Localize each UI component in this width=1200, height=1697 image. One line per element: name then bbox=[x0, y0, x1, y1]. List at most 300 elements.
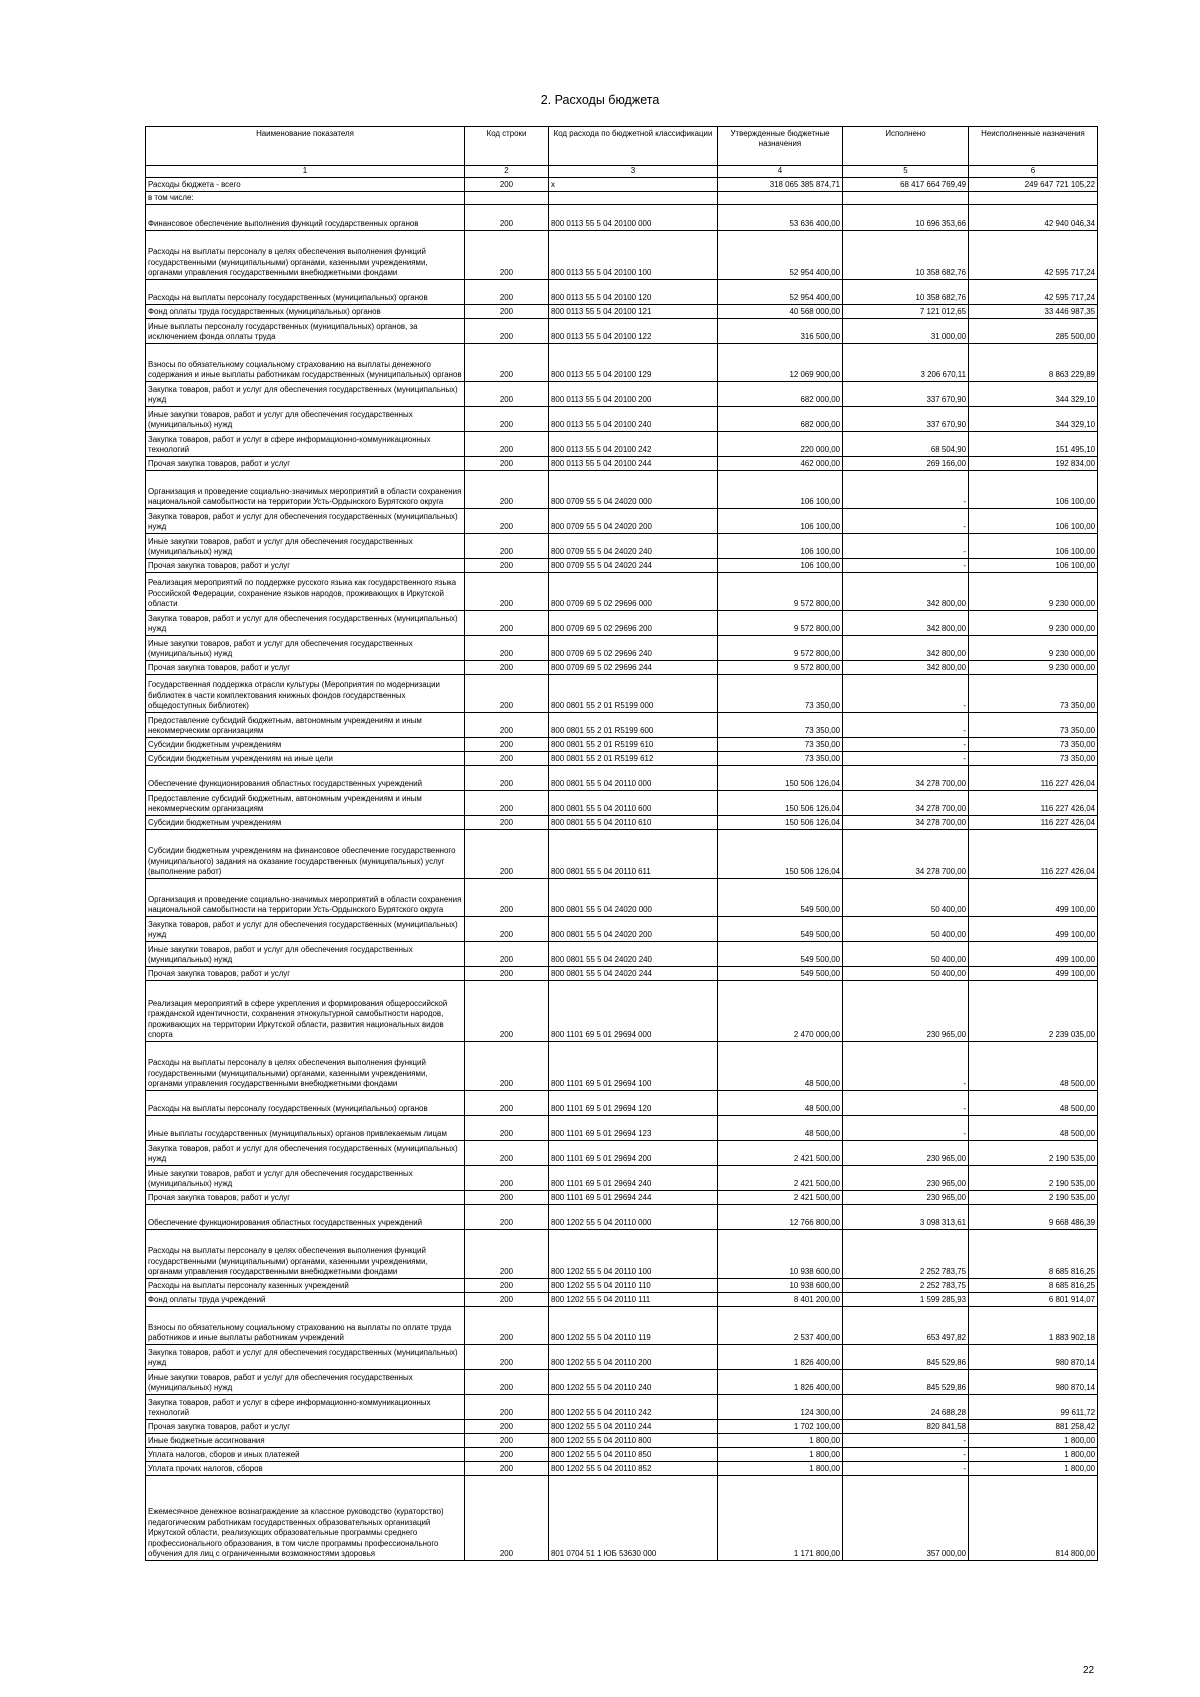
cell-budget-code: 800 1202 55 5 04 20110 119 bbox=[549, 1307, 718, 1345]
cell-indicator-name: Закупка товаров, работ и услуг в сфере информационно-коммуникационных технологий bbox=[146, 432, 465, 457]
cell-indicator-name: Прочая закупка товаров, работ и услуг bbox=[146, 661, 465, 675]
cell-executed: 337 670,90 bbox=[843, 407, 969, 432]
cell-indicator-name: Реализация мероприятий по поддержке русского языка как государственного языка Российской Федерации, сохранение языков народов, проживающих в Иркутской области bbox=[146, 573, 465, 611]
cell-row-code: 200 bbox=[465, 559, 549, 573]
cell-budget-code: 800 1202 55 5 04 20110 110 bbox=[549, 1279, 718, 1293]
cell-indicator-name: в том числе: bbox=[146, 192, 465, 205]
cell-executed: 10 358 682,76 bbox=[843, 280, 969, 305]
cell-row-code: 200 bbox=[465, 611, 549, 636]
table-header-row bbox=[146, 127, 1098, 166]
cell-row-code: 200 bbox=[465, 1476, 549, 1561]
table-row bbox=[146, 432, 1098, 457]
table-row bbox=[146, 917, 1098, 942]
cell-indicator-name: Закупка товаров, работ и услуг для обеспечения государственных (муниципальных) нужд bbox=[146, 382, 465, 407]
cell-budget-code: 800 0801 55 5 04 20110 611 bbox=[549, 830, 718, 879]
cell-row-code: 200 bbox=[465, 457, 549, 471]
cell-row-code: 200 bbox=[465, 432, 549, 457]
cell-approved: 106 100,00 bbox=[718, 509, 843, 534]
cell-budget-code bbox=[549, 192, 718, 205]
cell-indicator-name: Иные закупки товаров, работ и услуг для обеспечения государственных (муниципальных) нужд bbox=[146, 1370, 465, 1395]
cell-row-code: 200 bbox=[465, 752, 549, 766]
cell-budget-code: 800 0113 55 5 04 20100 120 bbox=[549, 280, 718, 305]
cell-approved: 2 470 000,00 bbox=[718, 981, 843, 1042]
header-unexecuted: Неисполненные назначения bbox=[969, 127, 1098, 166]
table-row bbox=[146, 1230, 1098, 1279]
cell-executed: 3 098 313,61 bbox=[843, 1205, 969, 1230]
table-row bbox=[146, 1462, 1098, 1476]
cell-indicator-name: Взносы по обязательному социальному страхованию на выплаты денежного содержания и иные выплаты работникам государственных (муниципальных) органов bbox=[146, 344, 465, 382]
cell-approved: 10 938 600,00 bbox=[718, 1279, 843, 1293]
cell-approved: 106 100,00 bbox=[718, 534, 843, 559]
cell-approved: 220 000,00 bbox=[718, 432, 843, 457]
cell-indicator-name: Закупка товаров, работ и услуг для обеспечения государственных (муниципальных) нужд bbox=[146, 509, 465, 534]
cell-approved: 73 350,00 bbox=[718, 752, 843, 766]
cell-approved: 1 800,00 bbox=[718, 1462, 843, 1476]
cell-unexecuted: 2 190 535,00 bbox=[969, 1166, 1098, 1191]
budget-expenses-table bbox=[145, 126, 1098, 1561]
cell-row-code: 200 bbox=[465, 280, 549, 305]
cell-unexecuted: 106 100,00 bbox=[969, 471, 1098, 509]
cell-budget-code: 800 0801 55 2 01 R5199 600 bbox=[549, 713, 718, 738]
table-row bbox=[146, 192, 1098, 205]
cell-approved: 1 800,00 bbox=[718, 1448, 843, 1462]
table-row bbox=[146, 791, 1098, 816]
cell-budget-code: 800 0113 55 5 04 20100 200 bbox=[549, 382, 718, 407]
cell-executed: - bbox=[843, 675, 969, 713]
cell-approved: 73 350,00 bbox=[718, 675, 843, 713]
cell-executed: 2 252 783,75 bbox=[843, 1279, 969, 1293]
cell-executed: - bbox=[843, 559, 969, 573]
cell-budget-code: 800 1202 55 5 04 20110 111 bbox=[549, 1293, 718, 1307]
cell-unexecuted: 6 801 914,07 bbox=[969, 1293, 1098, 1307]
cell-approved: 1 826 400,00 bbox=[718, 1370, 843, 1395]
cell-budget-code: 800 1101 69 5 01 29694 120 bbox=[549, 1091, 718, 1116]
cell-budget-code: 800 1202 55 5 04 20110 244 bbox=[549, 1420, 718, 1434]
cell-row-code: 200 bbox=[465, 766, 549, 791]
cell-approved: 150 506 126,04 bbox=[718, 791, 843, 816]
cell-approved: 150 506 126,04 bbox=[718, 816, 843, 830]
cell-unexecuted: 42 595 717,24 bbox=[969, 231, 1098, 280]
cell-executed: 24 688,28 bbox=[843, 1395, 969, 1420]
cell-executed: - bbox=[843, 1116, 969, 1141]
cell-unexecuted: 1 800,00 bbox=[969, 1448, 1098, 1462]
cell-executed: 357 000,00 bbox=[843, 1476, 969, 1561]
cell-unexecuted: 106 100,00 bbox=[969, 559, 1098, 573]
cell-indicator-name: Фонд оплаты труда государственных (муниципальных) органов bbox=[146, 305, 465, 319]
cell-approved: 316 500,00 bbox=[718, 319, 843, 344]
cell-indicator-name: Прочая закупка товаров, работ и услуг bbox=[146, 1191, 465, 1205]
cell-approved: 73 350,00 bbox=[718, 713, 843, 738]
cell-budget-code: 800 1202 55 5 04 20110 240 bbox=[549, 1370, 718, 1395]
cell-indicator-name: Обеспечение функционирования областных государственных учреждений bbox=[146, 1205, 465, 1230]
cell-executed: 34 278 700,00 bbox=[843, 816, 969, 830]
cell-unexecuted: 980 870,14 bbox=[969, 1370, 1098, 1395]
table-row bbox=[146, 573, 1098, 611]
cell-executed: 845 529,86 bbox=[843, 1345, 969, 1370]
cell-budget-code: 800 0113 55 5 04 20100 240 bbox=[549, 407, 718, 432]
cell-budget-code: 800 0113 55 5 04 20100 129 bbox=[549, 344, 718, 382]
cell-unexecuted: 499 100,00 bbox=[969, 879, 1098, 917]
cell-approved: 1 826 400,00 bbox=[718, 1345, 843, 1370]
cell-unexecuted: 1 800,00 bbox=[969, 1434, 1098, 1448]
table-row bbox=[146, 1370, 1098, 1395]
table-row bbox=[146, 1395, 1098, 1420]
table-row bbox=[146, 816, 1098, 830]
table-row bbox=[146, 1042, 1098, 1091]
cell-unexecuted: 116 227 426,04 bbox=[969, 791, 1098, 816]
cell-indicator-name: Иные закупки товаров, работ и услуг для обеспечения государственных (муниципальных) нужд bbox=[146, 534, 465, 559]
column-number-row bbox=[146, 166, 1098, 178]
cell-row-code: 200 bbox=[465, 319, 549, 344]
cell-budget-code: 800 0113 55 5 04 20100 000 bbox=[549, 205, 718, 231]
cell-row-code: 200 bbox=[465, 305, 549, 319]
cell-row-code: 200 bbox=[465, 471, 549, 509]
cell-budget-code: 800 0801 55 2 01 R5199 000 bbox=[549, 675, 718, 713]
table-row bbox=[146, 1448, 1098, 1462]
cell-row-code: 200 bbox=[465, 967, 549, 981]
cell-row-code: 200 bbox=[465, 1279, 549, 1293]
table-row bbox=[146, 611, 1098, 636]
table-row bbox=[146, 1420, 1098, 1434]
cell-indicator-name: Субсидии бюджетным учреждениям на финансовое обеспечение государственного (муниципального) задания на оказание государственных (муниципальных) услуг (выполнение работ) bbox=[146, 830, 465, 879]
table-row bbox=[146, 1279, 1098, 1293]
cell-approved: 52 954 400,00 bbox=[718, 231, 843, 280]
cell-row-code: 200 bbox=[465, 1230, 549, 1279]
cell-indicator-name: Уплата прочих налогов, сборов bbox=[146, 1462, 465, 1476]
cell-indicator-name: Расходы бюджета - всего bbox=[146, 178, 465, 192]
table-row bbox=[146, 830, 1098, 879]
cell-row-code: 200 bbox=[465, 1166, 549, 1191]
table-row bbox=[146, 231, 1098, 280]
cell-indicator-name: Расходы на выплаты персоналу государственных (муниципальных) органов bbox=[146, 1091, 465, 1116]
column-number: 6 bbox=[969, 166, 1098, 178]
cell-executed: - bbox=[843, 1448, 969, 1462]
cell-unexecuted: 151 495,10 bbox=[969, 432, 1098, 457]
cell-indicator-name: Закупка товаров, работ и услуг для обеспечения государственных (муниципальных) нужд bbox=[146, 1345, 465, 1370]
table-row bbox=[146, 1116, 1098, 1141]
table-row bbox=[146, 1166, 1098, 1191]
cell-indicator-name: Взносы по обязательному социальному страхованию на выплаты по оплате труда работников и иные выплаты работникам учреждений bbox=[146, 1307, 465, 1345]
cell-indicator-name: Фонд оплаты труда учреждений bbox=[146, 1293, 465, 1307]
cell-row-code: 200 bbox=[465, 661, 549, 675]
cell-executed: 230 965,00 bbox=[843, 1166, 969, 1191]
cell-budget-code: 800 0801 55 5 04 20110 000 bbox=[549, 766, 718, 791]
cell-unexecuted: 9 230 000,00 bbox=[969, 661, 1098, 675]
cell-indicator-name: Прочая закупка товаров, работ и услуг bbox=[146, 457, 465, 471]
cell-unexecuted: 2 239 035,00 bbox=[969, 981, 1098, 1042]
cell-budget-code: x bbox=[549, 178, 718, 192]
cell-row-code: 200 bbox=[465, 1448, 549, 1462]
table-row bbox=[146, 178, 1098, 192]
cell-executed: 342 800,00 bbox=[843, 611, 969, 636]
cell-indicator-name: Реализация мероприятий в сфере укрепления и формирования общероссийской гражданской идентичности, сохранения этнокультурной самобытности народов, проживающих на территории Иркутской области, развития национальных видов спорта bbox=[146, 981, 465, 1042]
cell-budget-code: 800 0709 55 5 04 24020 000 bbox=[549, 471, 718, 509]
cell-executed: 2 252 783,75 bbox=[843, 1230, 969, 1279]
cell-executed: 820 841,58 bbox=[843, 1420, 969, 1434]
cell-approved: 462 000,00 bbox=[718, 457, 843, 471]
cell-budget-code: 800 0113 55 5 04 20100 242 bbox=[549, 432, 718, 457]
cell-indicator-name: Обеспечение функционирования областных государственных учреждений bbox=[146, 766, 465, 791]
column-number: 3 bbox=[549, 166, 718, 178]
column-number: 4 bbox=[718, 166, 843, 178]
cell-row-code: 200 bbox=[465, 573, 549, 611]
cell-indicator-name: Расходы на выплаты персоналу государственных (муниципальных) органов bbox=[146, 280, 465, 305]
cell-row-code: 200 bbox=[465, 1293, 549, 1307]
table-row bbox=[146, 509, 1098, 534]
cell-budget-code: 800 0709 69 5 02 29696 000 bbox=[549, 573, 718, 611]
cell-executed: - bbox=[843, 738, 969, 752]
cell-executed: - bbox=[843, 534, 969, 559]
cell-indicator-name: Ежемесячное денежное вознаграждение за классное руководство (кураторство) педагогическим работникам государственных образовательных организаций Иркутской области, реализующих образовательные программы среднего профессионального образования, в том числе программы профессионального обучения для лиц с ограниченными возможностями здоровья bbox=[146, 1476, 465, 1561]
cell-row-code: 200 bbox=[465, 382, 549, 407]
cell-budget-code: 800 0801 55 5 04 24020 240 bbox=[549, 942, 718, 967]
cell-approved: 9 572 800,00 bbox=[718, 661, 843, 675]
cell-approved: 682 000,00 bbox=[718, 407, 843, 432]
cell-row-code: 200 bbox=[465, 636, 549, 661]
cell-executed: 230 965,00 bbox=[843, 1191, 969, 1205]
cell-approved: 2 421 500,00 bbox=[718, 1191, 843, 1205]
cell-approved: 40 568 000,00 bbox=[718, 305, 843, 319]
cell-row-code: 200 bbox=[465, 178, 549, 192]
cell-approved: 2 421 500,00 bbox=[718, 1141, 843, 1166]
cell-indicator-name: Иные выплаты государственных (муниципальных) органов привлекаемым лицам bbox=[146, 1116, 465, 1141]
cell-approved: 682 000,00 bbox=[718, 382, 843, 407]
cell-unexecuted: 48 500,00 bbox=[969, 1116, 1098, 1141]
table-row bbox=[146, 942, 1098, 967]
cell-executed: 68 417 664 769,49 bbox=[843, 178, 969, 192]
cell-row-code: 200 bbox=[465, 879, 549, 917]
cell-row-code: 200 bbox=[465, 1191, 549, 1205]
cell-row-code: 200 bbox=[465, 1462, 549, 1476]
cell-unexecuted: 116 227 426,04 bbox=[969, 766, 1098, 791]
cell-executed: - bbox=[843, 1091, 969, 1116]
cell-budget-code: 800 1101 69 5 01 29694 240 bbox=[549, 1166, 718, 1191]
cell-approved: 1 800,00 bbox=[718, 1434, 843, 1448]
cell-indicator-name: Закупка товаров, работ и услуг в сфере информационно-коммуникационных технологий bbox=[146, 1395, 465, 1420]
cell-executed: 34 278 700,00 bbox=[843, 791, 969, 816]
cell-indicator-name: Расходы на выплаты персоналу в целях обеспечения выполнения функций государственными (муниципальными) органами, казенными учреждениями, органами управления государственными внебюджетными фондами bbox=[146, 1042, 465, 1091]
cell-executed: - bbox=[843, 471, 969, 509]
cell-unexecuted: 48 500,00 bbox=[969, 1042, 1098, 1091]
cell-approved: 9 572 800,00 bbox=[718, 636, 843, 661]
cell-unexecuted: 42 940 046,34 bbox=[969, 205, 1098, 231]
cell-unexecuted: 8 685 816,25 bbox=[969, 1279, 1098, 1293]
cell-row-code: 200 bbox=[465, 738, 549, 752]
cell-row-code: 200 bbox=[465, 1116, 549, 1141]
table-row bbox=[146, 675, 1098, 713]
cell-budget-code: 800 1202 55 5 04 20110 000 bbox=[549, 1205, 718, 1230]
cell-budget-code: 800 0113 55 5 04 20100 100 bbox=[549, 231, 718, 280]
cell-budget-code: 800 1101 69 5 01 29694 000 bbox=[549, 981, 718, 1042]
cell-approved: 9 572 800,00 bbox=[718, 573, 843, 611]
cell-unexecuted: 9 230 000,00 bbox=[969, 636, 1098, 661]
cell-indicator-name: Предоставление субсидий бюджетным, автономным учреждениям и иным некоммерческим организациям bbox=[146, 713, 465, 738]
table-row bbox=[146, 636, 1098, 661]
cell-approved: 2 537 400,00 bbox=[718, 1307, 843, 1345]
cell-row-code: 200 bbox=[465, 791, 549, 816]
cell-row-code: 200 bbox=[465, 205, 549, 231]
cell-budget-code: 800 0709 69 5 02 29696 240 bbox=[549, 636, 718, 661]
cell-unexecuted: 33 446 987,35 bbox=[969, 305, 1098, 319]
cell-executed: 31 000,00 bbox=[843, 319, 969, 344]
table-row bbox=[146, 1205, 1098, 1230]
cell-approved: 1 171 800,00 bbox=[718, 1476, 843, 1561]
header-row-code: Код строки bbox=[465, 127, 549, 166]
cell-row-code: 200 bbox=[465, 675, 549, 713]
table-row bbox=[146, 382, 1098, 407]
cell-executed: 34 278 700,00 bbox=[843, 830, 969, 879]
cell-row-code: 200 bbox=[465, 1205, 549, 1230]
cell-unexecuted: 8 863 229,89 bbox=[969, 344, 1098, 382]
cell-indicator-name: Закупка товаров, работ и услуг для обеспечения государственных (муниципальных) нужд bbox=[146, 917, 465, 942]
cell-budget-code: 800 1202 55 5 04 20110 242 bbox=[549, 1395, 718, 1420]
cell-approved: 124 300,00 bbox=[718, 1395, 843, 1420]
cell-row-code: 200 bbox=[465, 917, 549, 942]
cell-executed: 230 965,00 bbox=[843, 981, 969, 1042]
cell-row-code: 200 bbox=[465, 344, 549, 382]
table-row bbox=[146, 879, 1098, 917]
cell-indicator-name: Иные закупки товаров, работ и услуг для обеспечения государственных (муниципальных) нужд bbox=[146, 407, 465, 432]
cell-executed: 342 800,00 bbox=[843, 573, 969, 611]
cell-approved: 12 069 900,00 bbox=[718, 344, 843, 382]
cell-approved: 150 506 126,04 bbox=[718, 766, 843, 791]
cell-approved: 549 500,00 bbox=[718, 942, 843, 967]
header-approved: Утвержденные бюджетные назначения bbox=[718, 127, 843, 166]
cell-unexecuted: 2 190 535,00 bbox=[969, 1191, 1098, 1205]
cell-indicator-name: Расходы на выплаты персоналу в целях обеспечения выполнения функций государственными (муниципальными) органами, казенными учреждениями, органами управления государственными внебюджетными фондами bbox=[146, 231, 465, 280]
cell-indicator-name: Расходы на выплаты персоналу в целях обеспечения выполнения функций государственными (муниципальными) органами, казенными учреждениями, органами управления государственными внебюджетными фондами bbox=[146, 1230, 465, 1279]
cell-approved: 2 421 500,00 bbox=[718, 1166, 843, 1191]
cell-executed: 845 529,86 bbox=[843, 1370, 969, 1395]
cell-row-code: 200 bbox=[465, 1141, 549, 1166]
cell-executed: - bbox=[843, 713, 969, 738]
cell-executed: - bbox=[843, 509, 969, 534]
cell-unexecuted: 9 668 486,39 bbox=[969, 1205, 1098, 1230]
cell-budget-code: 800 0709 69 5 02 29696 244 bbox=[549, 661, 718, 675]
cell-unexecuted: 814 800,00 bbox=[969, 1476, 1098, 1561]
section-title: 2. Расходы бюджета bbox=[540, 93, 660, 107]
table-row bbox=[146, 766, 1098, 791]
cell-executed: 653 497,82 bbox=[843, 1307, 969, 1345]
cell-approved: 9 572 800,00 bbox=[718, 611, 843, 636]
cell-approved: 106 100,00 bbox=[718, 559, 843, 573]
cell-unexecuted: 499 100,00 bbox=[969, 967, 1098, 981]
cell-executed: 3 206 670,11 bbox=[843, 344, 969, 382]
cell-row-code: 200 bbox=[465, 713, 549, 738]
table-row bbox=[146, 1141, 1098, 1166]
header-indicator-name: Наименование показателя bbox=[146, 127, 465, 166]
cell-budget-code: 800 1101 69 5 01 29694 244 bbox=[549, 1191, 718, 1205]
cell-row-code: 200 bbox=[465, 407, 549, 432]
cell-unexecuted: 48 500,00 bbox=[969, 1091, 1098, 1116]
cell-approved: 150 506 126,04 bbox=[718, 830, 843, 879]
cell-indicator-name: Прочая закупка товаров, работ и услуг bbox=[146, 1420, 465, 1434]
header-budget-classification-code: Код расхода по бюджетной классификации bbox=[549, 127, 718, 166]
cell-indicator-name: Предоставление субсидий бюджетным, автономным учреждениям и иным некоммерческим организациям bbox=[146, 791, 465, 816]
table-row bbox=[146, 713, 1098, 738]
cell-approved: 549 500,00 bbox=[718, 967, 843, 981]
table-row bbox=[146, 457, 1098, 471]
cell-indicator-name: Организация и проведение социально-значимых мероприятий в области сохранения национальной самобытности на территории Усть-Ордынского Бурятского округа bbox=[146, 879, 465, 917]
cell-executed: 10 358 682,76 bbox=[843, 231, 969, 280]
cell-executed: 342 800,00 bbox=[843, 661, 969, 675]
table-row bbox=[146, 981, 1098, 1042]
cell-unexecuted bbox=[969, 192, 1098, 205]
cell-budget-code: 800 1202 55 5 04 20110 100 bbox=[549, 1230, 718, 1279]
cell-executed: 68 504,90 bbox=[843, 432, 969, 457]
cell-unexecuted: 106 100,00 bbox=[969, 534, 1098, 559]
cell-approved: 48 500,00 bbox=[718, 1091, 843, 1116]
cell-budget-code: 800 0801 55 5 04 20110 600 bbox=[549, 791, 718, 816]
table-row bbox=[146, 280, 1098, 305]
cell-budget-code: 800 0801 55 5 04 20110 610 bbox=[549, 816, 718, 830]
cell-indicator-name: Субсидии бюджетным учреждениям bbox=[146, 738, 465, 752]
cell-indicator-name: Иные бюджетные ассигнования bbox=[146, 1434, 465, 1448]
cell-indicator-name: Субсидии бюджетным учреждениям bbox=[146, 816, 465, 830]
cell-executed: 10 696 353,66 bbox=[843, 205, 969, 231]
table-row bbox=[146, 344, 1098, 382]
cell-unexecuted: 9 230 000,00 bbox=[969, 611, 1098, 636]
cell-budget-code: 800 0801 55 5 04 24020 000 bbox=[549, 879, 718, 917]
table-row bbox=[146, 967, 1098, 981]
table-row bbox=[146, 1293, 1098, 1307]
cell-row-code: 200 bbox=[465, 942, 549, 967]
cell-approved: 48 500,00 bbox=[718, 1116, 843, 1141]
cell-row-code: 200 bbox=[465, 1434, 549, 1448]
cell-unexecuted: 881 258,42 bbox=[969, 1420, 1098, 1434]
cell-row-code: 200 bbox=[465, 816, 549, 830]
cell-budget-code: 800 0709 55 5 04 24020 244 bbox=[549, 559, 718, 573]
cell-unexecuted: 980 870,14 bbox=[969, 1345, 1098, 1370]
cell-executed: 50 400,00 bbox=[843, 942, 969, 967]
table-body bbox=[146, 178, 1098, 1561]
cell-unexecuted: 2 190 535,00 bbox=[969, 1141, 1098, 1166]
cell-indicator-name: Прочая закупка товаров, работ и услуг bbox=[146, 967, 465, 981]
cell-budget-code: 800 1101 69 5 01 29694 200 bbox=[549, 1141, 718, 1166]
cell-executed: 7 121 012,65 bbox=[843, 305, 969, 319]
cell-indicator-name: Иные закупки товаров, работ и услуг для обеспечения государственных (муниципальных) нужд bbox=[146, 942, 465, 967]
cell-budget-code: 800 1101 69 5 01 29694 123 bbox=[549, 1116, 718, 1141]
cell-executed: - bbox=[843, 1434, 969, 1448]
cell-approved: 1 702 100,00 bbox=[718, 1420, 843, 1434]
cell-unexecuted: 106 100,00 bbox=[969, 509, 1098, 534]
cell-budget-code: 800 0801 55 5 04 24020 200 bbox=[549, 917, 718, 942]
cell-budget-code: 800 0113 55 5 04 20100 244 bbox=[549, 457, 718, 471]
cell-unexecuted: 285 500,00 bbox=[969, 319, 1098, 344]
cell-budget-code: 800 0801 55 2 01 R5199 612 bbox=[549, 752, 718, 766]
cell-budget-code: 800 1202 55 5 04 20110 852 bbox=[549, 1462, 718, 1476]
table-row bbox=[146, 1091, 1098, 1116]
cell-executed: 1 599 285,93 bbox=[843, 1293, 969, 1307]
header-executed: Исполнено bbox=[843, 127, 969, 166]
table-row bbox=[146, 1345, 1098, 1370]
cell-row-code: 200 bbox=[465, 830, 549, 879]
cell-indicator-name: Расходы на выплаты персоналу казенных учреждений bbox=[146, 1279, 465, 1293]
cell-unexecuted: 8 685 816,25 bbox=[969, 1230, 1098, 1279]
table-row bbox=[146, 471, 1098, 509]
cell-row-code: 200 bbox=[465, 981, 549, 1042]
cell-budget-code: 800 0113 55 5 04 20100 122 bbox=[549, 319, 718, 344]
cell-approved: 53 636 400,00 bbox=[718, 205, 843, 231]
cell-row-code: 200 bbox=[465, 1345, 549, 1370]
cell-row-code: 200 bbox=[465, 231, 549, 280]
cell-indicator-name: Организация и проведение социально-значимых мероприятий в области сохранения национальной самобытности на территории Усть-Ордынского Бурятского округа bbox=[146, 471, 465, 509]
cell-indicator-name: Субсидии бюджетным учреждениям на иные цели bbox=[146, 752, 465, 766]
cell-approved: 48 500,00 bbox=[718, 1042, 843, 1091]
cell-unexecuted: 499 100,00 bbox=[969, 942, 1098, 967]
cell-row-code bbox=[465, 192, 549, 205]
cell-executed: - bbox=[843, 1042, 969, 1091]
